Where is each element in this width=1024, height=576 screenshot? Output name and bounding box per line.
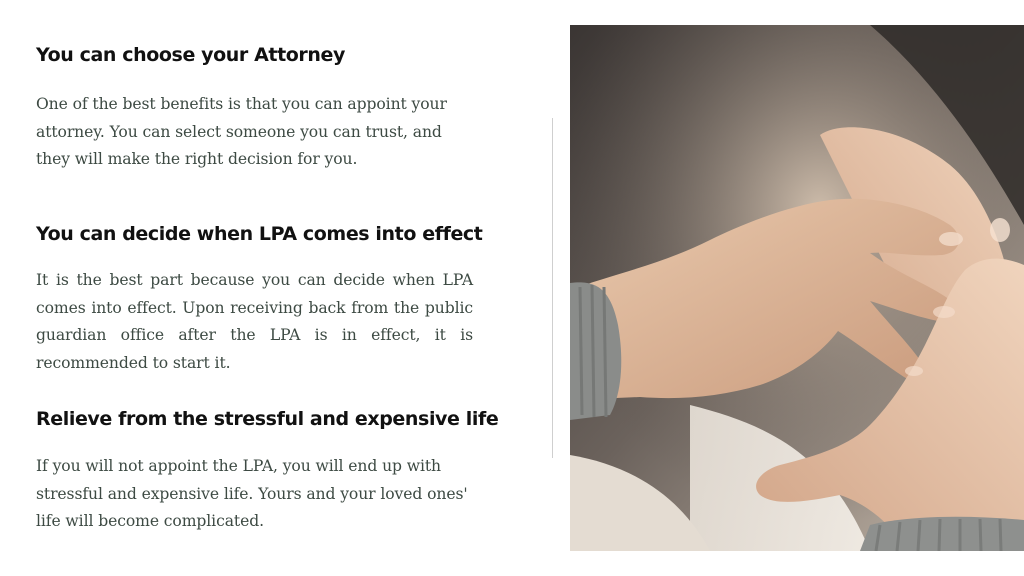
vertical-divider [552,118,553,458]
section-1-heading: You can choose your Attorney [36,44,345,66]
section-3-body: If you will not appoint the LPA, you will end up with stressful and expensive life. Yours and your loved ones' life will become complicated. [36,457,468,530]
section-3-heading: Relieve from the stressful and expensive life [36,408,499,430]
hands-image-icon [570,25,1024,551]
section-2-heading: You can decide when LPA comes into effect [36,223,483,245]
holding-hands-photo [570,25,1024,551]
section-1-body: One of the best benefits is that you can appoint your attorney. You can select someone you can trust, and they will make the right decision for you. [36,95,447,168]
section-2-body: It is the best part because you can decide when LPA comes into effect. Upon receiving back from the public guardian office after the LPA is in effect, it is recommended to start it. [36,271,473,372]
